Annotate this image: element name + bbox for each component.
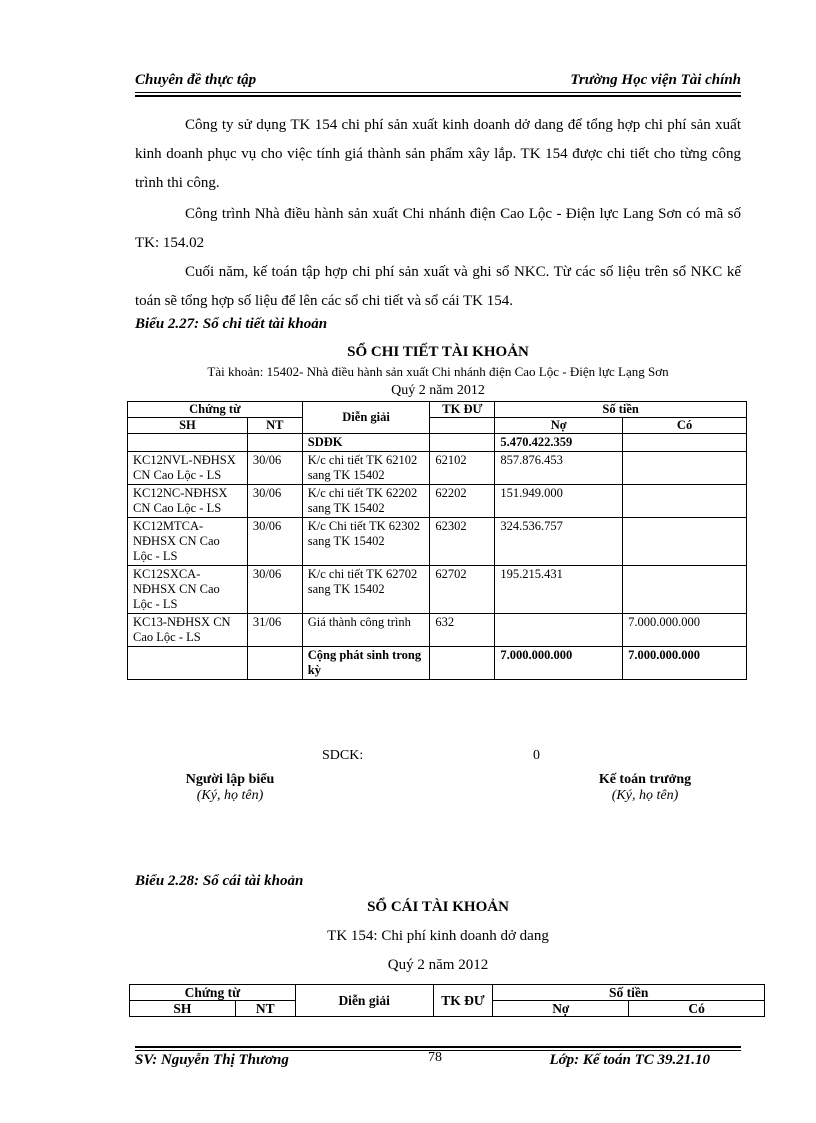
signer-preparer bbox=[160, 772, 300, 804]
row-tk: 62202 bbox=[430, 485, 495, 518]
table-row bbox=[128, 452, 747, 485]
row-tk: 62102 bbox=[430, 452, 495, 485]
table-row bbox=[128, 485, 747, 518]
footer-rule-thick bbox=[135, 1046, 741, 1048]
row-no: 195.215.431 bbox=[495, 566, 623, 614]
row-sh: KC12NVL-NĐHSX CN Cao Lộc - LS bbox=[128, 452, 248, 485]
signer-preparer-title: Người lập biểu bbox=[185, 772, 275, 787]
detail-ledger-table bbox=[127, 401, 747, 680]
row-sh: KC12MTCA-NĐHSX CN Cao Lộc - LS bbox=[128, 518, 248, 566]
paragraph-2: Công trình Nhà điều hành sản xuất Chi nhánh điện Cao Lộc - Điện lực Lang Sơn có mã số TK: 154.02 bbox=[135, 206, 741, 251]
header-rule bbox=[135, 92, 741, 93]
row-desc: K/c chi tiết TK 62202 sang TK 15402 bbox=[302, 485, 430, 518]
footer-class: Lớp: Kế toán TC 39.21.10 bbox=[549, 1052, 710, 1068]
signer-preparer-sub: (Ký, họ tên) bbox=[196, 788, 264, 803]
row-co: 7.000.000.000 bbox=[623, 614, 747, 647]
page-number: 78 bbox=[428, 1050, 442, 1065]
col-dien-giai: Diễn giải bbox=[302, 402, 430, 434]
col-co: Có bbox=[623, 418, 747, 434]
row-desc: Giá thành công trình bbox=[302, 614, 430, 647]
row-tk: 62702 bbox=[430, 566, 495, 614]
table-row bbox=[128, 518, 747, 566]
row-co bbox=[623, 518, 747, 566]
col-no: Nợ bbox=[495, 418, 623, 434]
col-no: Nợ bbox=[493, 1001, 629, 1017]
col-sh: SH bbox=[128, 418, 248, 434]
col-nt: NT bbox=[247, 418, 302, 434]
col-tk-blank bbox=[430, 418, 495, 434]
row-co bbox=[623, 566, 747, 614]
row-co bbox=[623, 452, 747, 485]
col-nt: NT bbox=[235, 1001, 295, 1017]
table-row bbox=[128, 566, 747, 614]
signer-chief-sub: (Ký, họ tên) bbox=[611, 788, 679, 803]
row-sh: KC12NC-NĐHSX CN Cao Lộc - LS bbox=[128, 485, 248, 518]
table-row bbox=[128, 614, 747, 647]
form1-caption: Biểu 2.27: Sổ chi tiết tài khoản bbox=[135, 316, 328, 332]
form2-period: Quý 2 năm 2012 bbox=[387, 957, 489, 973]
row-nt: 30/06 bbox=[247, 518, 302, 566]
paragraph-1: Công ty sử dụng TK 154 chi phí sản xuất kinh doanh dở dang để tổng hợp chi phí sản xuất kinh doanh phục vụ cho việc tính giá thành sản phẩm xây lắp. TK 154 được chi tiết cho từng công trình thi công. bbox=[135, 117, 741, 191]
signer-chief-title: Kế toán trưởng bbox=[598, 772, 692, 787]
general-ledger-table bbox=[129, 984, 765, 1017]
signer-chief-accountant bbox=[575, 772, 715, 804]
col-tk-du: TK ĐƯ bbox=[430, 402, 495, 418]
opening-no: 5.470.422.359 bbox=[495, 434, 623, 452]
row-nt: 30/06 bbox=[247, 566, 302, 614]
form2-title: SỔ CÁI TÀI KHOẢN bbox=[367, 899, 509, 915]
row-desc: K/c Chi tiết TK 62302 sang TK 15402 bbox=[302, 518, 430, 566]
footer-student: SV: Nguyễn Thị Thương bbox=[135, 1052, 289, 1068]
form1-account: Tài khoản: 15402- Nhà điều hành sản xuất Chi nhánh điện Cao Lộc - Điện lực Lạng Sơn bbox=[207, 364, 669, 379]
row-tk: 62302 bbox=[430, 518, 495, 566]
col-so-tien: Số tiền bbox=[493, 985, 765, 1001]
row-sh: KC12SXCA-NĐHSX CN Cao Lộc - LS bbox=[128, 566, 248, 614]
col-tk-du: TK ĐƯ bbox=[433, 985, 493, 1017]
form1-period: Quý 2 năm 2012 bbox=[391, 383, 485, 398]
form2-account: TK 154: Chi phí kinh doanh dở dang bbox=[327, 928, 549, 944]
col-chung-tu: Chứng từ bbox=[130, 985, 296, 1001]
row-co bbox=[623, 485, 747, 518]
row-no: 324.536.757 bbox=[495, 518, 623, 566]
row-nt: 30/06 bbox=[247, 485, 302, 518]
row-nt: 30/06 bbox=[247, 452, 302, 485]
opening-balance-row bbox=[128, 434, 747, 452]
row-desc: K/c chi tiết TK 62702 sang TK 15402 bbox=[302, 566, 430, 614]
row-no: 857.876.453 bbox=[495, 452, 623, 485]
form1-title: SỔ CHI TIẾT TÀI KHOẢN bbox=[347, 344, 529, 360]
col-sh: SH bbox=[130, 1001, 236, 1017]
col-chung-tu: Chứng từ bbox=[128, 402, 303, 418]
row-desc: K/c chi tiết TK 62102 sang TK 15402 bbox=[302, 452, 430, 485]
paragraph-3: Cuối năm, kế toán tập hợp chi phí sản xuất và ghi sổ NKC. Từ các số liệu trên sổ NKC kế toán sẽ tổng hợp số liệu để lên các sổ chi tiết và sổ cái TK 154. bbox=[135, 264, 741, 309]
total-no: 7.000.000.000 bbox=[495, 647, 623, 680]
row-no bbox=[495, 614, 623, 647]
col-co: Có bbox=[629, 1001, 765, 1017]
total-label: Cộng phát sinh trong kỳ bbox=[302, 647, 430, 680]
opening-label: SDĐK bbox=[302, 434, 430, 452]
col-so-tien: Số tiền bbox=[495, 402, 747, 418]
col-dien-giai: Diễn giải bbox=[295, 985, 433, 1017]
form2-caption: Biểu 2.28: Sổ cái tài khoản bbox=[135, 873, 304, 889]
total-row bbox=[128, 647, 747, 680]
header-right: Trường Học viện Tài chính bbox=[570, 72, 741, 88]
row-tk: 632 bbox=[430, 614, 495, 647]
header-rule-thick bbox=[135, 95, 741, 97]
row-sh: KC13-NĐHSX CN Cao Lộc - LS bbox=[128, 614, 248, 647]
row-nt: 31/06 bbox=[247, 614, 302, 647]
row-no: 151.949.000 bbox=[495, 485, 623, 518]
closing-value: 0 bbox=[533, 748, 540, 763]
total-co: 7.000.000.000 bbox=[623, 647, 747, 680]
closing-label: SDCK: bbox=[322, 748, 364, 763]
header-left: Chuyên đề thực tập bbox=[135, 72, 257, 88]
